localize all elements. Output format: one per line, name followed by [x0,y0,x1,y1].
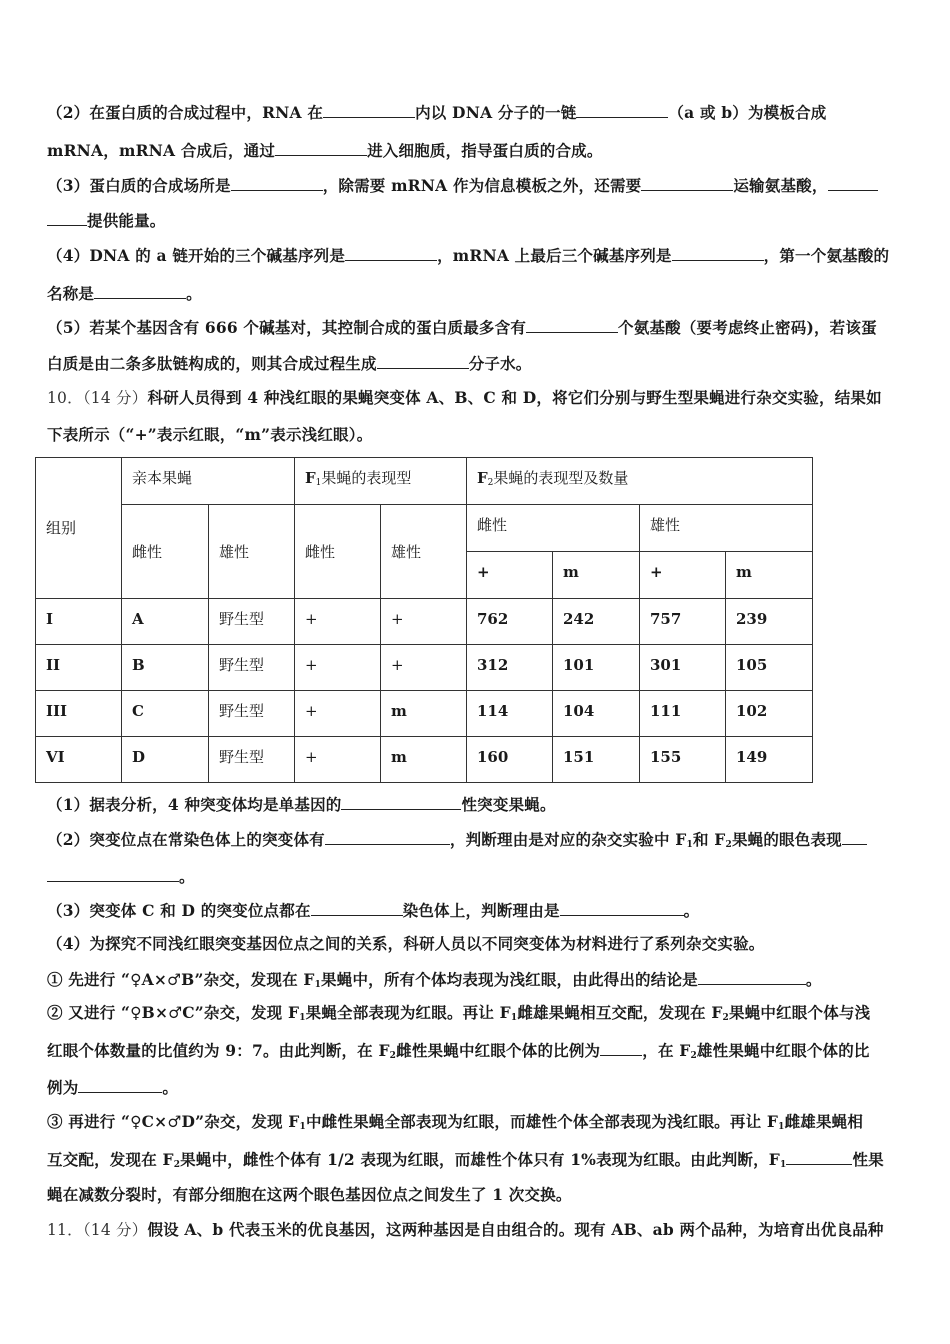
text: 染色体上，判断理由是 [402,901,560,920]
header-f2-female: 雌性 [467,505,640,552]
cell-f2-female-plus: 114 [467,691,553,737]
text: 和 F [692,830,726,849]
q10-cross1 [47,969,822,995]
results-table [35,457,813,783]
text: （1）据表分析，4 种突变体均是单基因的 [47,795,342,814]
text: 名称是 [47,284,95,303]
table-row [36,599,813,645]
q10-sub2-line2 [47,866,195,887]
text: （4）DNA 的 a 链开始的三个碱基序列是 [47,246,346,265]
text: 果蝇的表现型 [321,469,412,487]
cell-female-parent: C [122,691,209,737]
question-score: （14 分） [82,389,148,407]
header-f2-male-m: m [726,552,813,599]
text: 白质是由二条多肽链构成的，则其合成过程生成 [47,354,377,373]
cell-male-parent: 野生型 [209,645,295,691]
text: ，除需要 mRNA 作为信息模板之外，还需要 [322,176,642,195]
answer-blank[interactable] [842,829,867,845]
text: mRNA，mRNA 合成后，通过 [47,141,276,160]
text: F [477,469,488,487]
text: 例为 [47,1078,79,1097]
answer-blank[interactable] [47,866,179,882]
q9-part3-line2 [47,210,166,231]
q9-part3-line1 [47,175,878,196]
q10-sub1 [47,794,556,815]
header-parent-female: 雌性 [122,505,209,599]
cell-group: II [36,645,122,691]
q10-intro-line2 [47,425,372,445]
text: （3）蛋白质的合成场所是 [47,176,231,195]
cell-f2-male-m: 239 [726,599,813,645]
q10-cross3-line2 [47,1149,884,1175]
q10-cross2-line3 [47,1077,178,1098]
cell-group: VI [36,737,122,783]
header-f2-male: 雄性 [640,505,813,552]
text: 假设 A、b 代表玉米的优良基因，这两种基因是自由组合的。现有 AB、ab 两个品种，为培育出优良品种 [147,1220,884,1239]
text: 果蝇的表现型及数量 [493,469,629,487]
text: （2）突变位点在常染色体上的突变体有 [47,830,325,849]
answer-blank[interactable] [323,102,415,118]
subscript: 2 [725,840,732,850]
text: 雄性果蝇中红眼个体的比 [696,1041,870,1060]
answer-blank[interactable] [698,969,806,985]
text: 果蝇的眼色表现 [731,830,842,849]
subscript: 1 [299,1013,306,1023]
subscript: 1 [780,1160,787,1170]
subscript: 1 [314,980,322,990]
q9-part2-line2 [47,140,603,161]
text: 。 [683,901,700,920]
cell-f2-male-m: 149 [726,737,813,783]
question-number: 10． [47,389,83,407]
cell-f1-male: + [381,599,467,645]
cell-male-parent: 野生型 [209,737,295,783]
cell-f2-female-m: 104 [553,691,640,737]
cell-f1-female: + [295,599,381,645]
cell-female-parent: D [122,737,209,783]
text: 。 [805,970,822,989]
q10-cross2-line2 [47,1040,870,1066]
answer-blank[interactable] [526,317,618,333]
subscript: 2 [389,1051,397,1061]
cell-f2-female-plus: 160 [467,737,553,783]
text: 雌性果蝇中红眼个体的比例为 [396,1041,601,1060]
cell-f2-male-plus: 155 [640,737,726,783]
subscript: 2 [722,1013,729,1023]
header-f1 [295,458,467,505]
cell-female-parent: A [122,599,209,645]
q10-cross3-line3 [47,1185,572,1205]
q10-cross3-line1 [47,1112,863,1137]
text: 分子水。 [468,354,532,373]
q11-intro-line1 [47,1220,884,1240]
text: 。 [162,1078,179,1097]
text: ② 又进行 “♀B×♂C”杂交，发现 F [47,1003,300,1022]
q10-sub3 [47,900,699,921]
text: 内以 DNA 分子的一链 [415,103,577,122]
text: ，mRNA 上最后三个碱基序列是 [437,246,672,265]
text: 蝇在减数分裂时，有部分细胞在这两个眼色基因位点之间发生了 1 次交换。 [47,1185,572,1204]
text: ③ 再进行 “♀C×♂D”杂交，发现 F [47,1112,300,1131]
table-row [36,645,813,691]
cell-f2-male-m: 102 [726,691,813,737]
text: 果蝇中，所有个体均表现为浅红眼，由此得出的结论是 [321,970,698,989]
header-f2-male-plus: + [640,552,726,599]
text: F [305,469,316,487]
text: 互交配，发现在 F [47,1150,174,1169]
subscript: 2 [173,1160,181,1170]
header-f2-female-plus: + [467,552,553,599]
cell-f2-female-m: 101 [553,645,640,691]
cell-f2-male-plus: 111 [640,691,726,737]
answer-blank[interactable] [786,1149,852,1165]
answer-blank[interactable] [377,353,469,369]
text: 雌雄果蝇相互交配，发现在 F [517,1003,723,1022]
cell-f2-male-plus: 757 [640,599,726,645]
text: 雌雄果蝇相 [784,1112,864,1131]
q10-sub2-line1 [47,829,867,855]
header-f2 [467,458,813,505]
answer-blank[interactable] [345,245,437,261]
cell-f1-female: + [295,737,381,783]
text: 提供能量。 [87,211,166,230]
q9-part4-line2 [47,283,202,304]
cell-male-parent: 野生型 [209,691,295,737]
answer-blank[interactable] [600,1040,642,1056]
text: 中雌性果蝇全部表现为红眼，而雄性个体全部表现为浅红眼。再让 F [305,1112,779,1131]
cell-f2-female-m: 151 [553,737,640,783]
cell-f2-female-m: 242 [553,599,640,645]
text: 下表所示（“+”表示红眼，“m”表示浅红眼）。 [47,425,373,444]
q10-intro-line1 [47,388,882,408]
text: 运输氨基酸， [733,176,828,195]
answer-blank[interactable] [672,245,764,261]
cell-f2-male-m: 105 [726,645,813,691]
cell-group: I [36,599,122,645]
subscript: 2 [690,1051,697,1061]
subscript: 1 [686,840,693,850]
text: 红眼个体数量的比值约为 9：7。由此判断，在 F [47,1041,390,1060]
cell-f1-female: + [295,645,381,691]
text: ，在 F [642,1041,691,1060]
text: ，第一个氨基酸的 [763,246,890,265]
question-number: 11． [47,1221,83,1239]
cell-group: III [36,691,122,737]
table-row [36,691,813,737]
answer-blank[interactable] [641,175,733,191]
header-f1-male: 雄性 [381,505,467,599]
answer-blank[interactable] [311,900,403,916]
text: 科研人员得到 4 种浅红眼的果蝇突变体 A、B、C 和 D，将它们分别与野生型果蝇进行杂交实验，结果如 [147,388,882,407]
q9-part5-line2 [47,353,532,374]
header-group: 组别 [36,458,122,599]
header-parents: 亲本果蝇 [122,458,295,505]
text: 性突变果蝇。 [461,795,556,814]
cell-f1-male: + [381,645,467,691]
text: 个氨基酸（要考虑终止密码)，若该蛋 [618,318,877,337]
subscript: 1 [510,1013,518,1023]
text: ，判断理由是对应的杂交实验中 F [449,830,687,849]
answer-blank[interactable] [341,794,461,810]
subscript: 2 [487,478,494,488]
text: 性果 [852,1150,884,1169]
answer-blank[interactable] [78,1077,162,1093]
table-row [36,737,813,783]
header-f2-female-m: m [553,552,640,599]
subscript: 1 [299,1122,306,1132]
q9-part4-line1 [47,245,889,266]
text: 果蝇中红眼个体与浅 [729,1003,871,1022]
subscript: 1 [315,478,322,488]
cell-f2-female-plus: 762 [467,599,553,645]
cell-f2-male-plus: 301 [640,645,726,691]
text: 进入细胞质，指导蛋白质的合成。 [367,141,603,160]
text: （a 或 b）为模板合成 [668,103,827,122]
text: （3）突变体 C 和 D 的突变位点都在 [47,901,311,920]
q9-part2-line1 [47,102,826,123]
cell-f1-female: + [295,691,381,737]
header-f1-female: 雌性 [295,505,381,599]
answer-blank[interactable] [828,175,878,191]
answer-blank[interactable] [275,140,367,156]
subscript: 1 [778,1122,785,1132]
cell-female-parent: B [122,645,209,691]
cell-f2-female-plus: 312 [467,645,553,691]
answer-blank[interactable] [231,175,323,191]
answer-blank[interactable] [47,210,87,226]
text: （4）为探究不同浅红眼突变基因位点之间的关系，科研人员以不同突变体为材料进行了系列杂交实验。 [47,934,765,953]
cell-male-parent: 野生型 [209,599,295,645]
text: 。 [179,867,195,886]
question-score: （14 分） [82,1221,148,1239]
q10-sub4 [47,934,765,954]
answer-blank[interactable] [576,102,668,118]
answer-blank[interactable] [94,283,186,299]
text: （2）在蛋白质的合成过程中，RNA 在 [47,103,324,122]
text: ① 先进行 “♀A×♂B”杂交，发现在 F [47,970,315,989]
text: （5）若某个基因含有 666 个碱基对，其控制合成的蛋白质最多含有 [47,318,527,337]
answer-blank[interactable] [325,829,450,845]
text: 果蝇中，雌性个体有 1/2 表现为红眼，而雄性个体只有 1%表现为红眼。由此判断，F [180,1150,781,1169]
text: 果蝇全部表现为红眼。再让 F [305,1003,511,1022]
q10-cross2-line1 [47,1003,870,1028]
q9-part5-line1 [47,317,877,338]
cell-f1-male: m [381,691,467,737]
answer-blank[interactable] [560,900,684,916]
header-parent-male: 雄性 [209,505,295,599]
text: 。 [186,284,202,303]
cell-f1-male: m [381,737,467,783]
